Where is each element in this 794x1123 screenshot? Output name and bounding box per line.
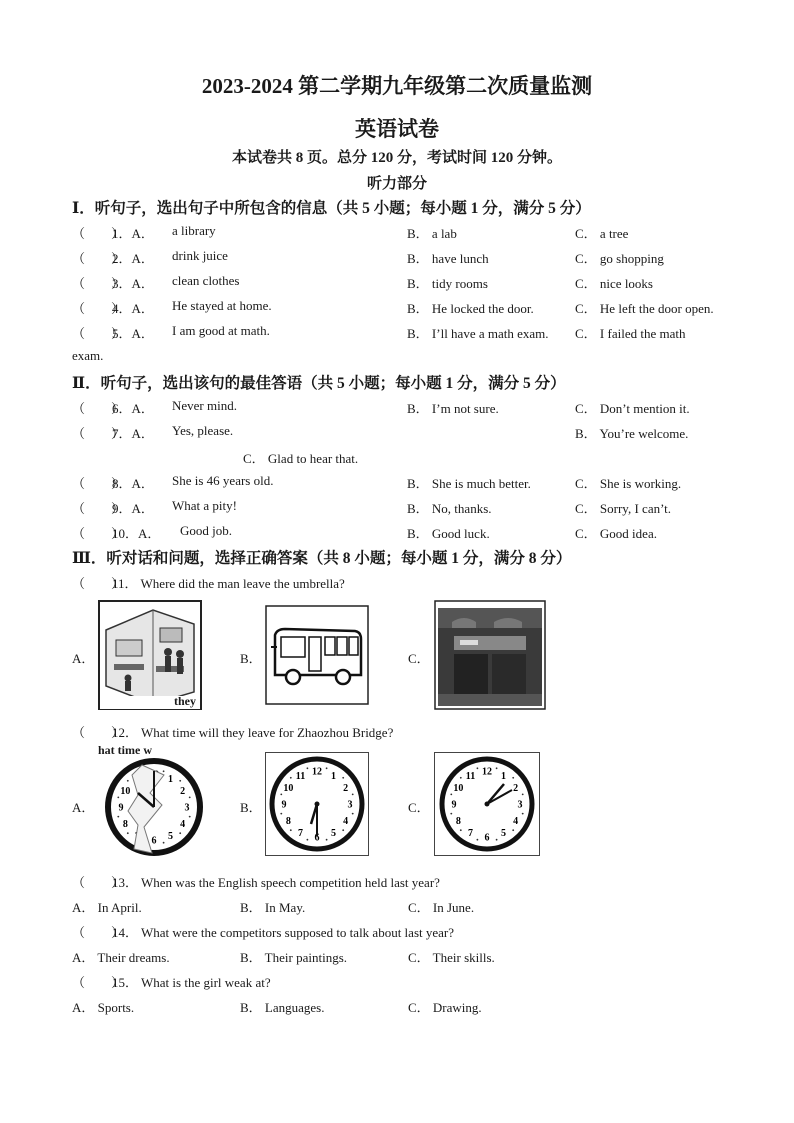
question-number: 8．A． — [112, 476, 154, 491]
clock-numeral: 6 — [484, 832, 490, 844]
option-a[interactable]: A． Their dreams. — [72, 950, 170, 965]
clock-numeral: 4 — [180, 819, 186, 830]
picture-option-b-label: B． — [240, 800, 262, 815]
answer-blank[interactable]: （ ） — [72, 875, 125, 890]
scan-fragment-text: hat time w — [98, 743, 152, 757]
clock-tick — [342, 777, 344, 779]
clock-tick — [512, 829, 514, 831]
clock-numeral: 3 — [517, 799, 523, 811]
answer-blank[interactable]: （ ） — [72, 476, 125, 491]
clock-numeral: 4 — [513, 816, 519, 827]
question-row — [0, 972, 794, 992]
clock-numeral: 8 — [285, 816, 291, 827]
picture-option-a-label: A． — [72, 800, 95, 815]
question-row — [0, 922, 794, 942]
clock-tick — [326, 767, 328, 769]
option-b: B． Good luck. — [407, 526, 490, 541]
exam-title: 2023-2024 第二学期九年级第二次质量监测 — [201, 74, 593, 98]
clock-numeral: 11 — [295, 770, 306, 782]
clock-numeral: 5 — [331, 828, 336, 840]
option-b: B． She is much better. — [407, 476, 531, 491]
clock-numeral: 1 — [331, 770, 336, 782]
clock-numeral: 8 — [455, 816, 461, 827]
clock-numeral: 6 — [151, 835, 157, 847]
clock-tick — [477, 839, 479, 841]
question-row — [0, 872, 794, 892]
answer-blank[interactable]: （ ） — [72, 576, 125, 591]
clock-tick — [163, 842, 165, 844]
question-text: 11． Where did the man leave the umbrella? — [112, 576, 345, 591]
clock-tick — [352, 794, 354, 796]
option-c: C． He left the door open. — [575, 301, 714, 316]
option-b: B． I’m not sure. — [407, 401, 499, 416]
clock-numeral: 5 — [168, 831, 173, 843]
option-c: C． Good idea. — [575, 526, 657, 541]
clock-numeral: 2 — [180, 786, 186, 797]
clock-numeral: 1 — [168, 773, 173, 785]
clock-numeral: 8 — [122, 819, 128, 830]
clock-numeral: 11 — [465, 770, 476, 782]
clock-tick — [117, 797, 119, 799]
answer-blank[interactable]: （ ） — [72, 426, 125, 441]
office-room-picture[interactable] — [98, 600, 202, 710]
clock-tick — [307, 839, 309, 841]
question-row — [0, 523, 794, 543]
picture-option-c-label: C． — [408, 651, 430, 666]
clock-numeral: 2 — [513, 783, 519, 794]
option-c: C． a tree — [575, 226, 629, 241]
clock-tick — [127, 832, 129, 834]
clock-tick — [280, 813, 282, 815]
question-number: 10．A． — [112, 526, 161, 541]
clock-numeral: 3 — [347, 799, 353, 811]
clock-tick — [460, 829, 462, 831]
option-a: Yes, please. — [172, 423, 234, 438]
option-row — [0, 997, 794, 1017]
question-number: 5．A． — [112, 326, 154, 341]
option-a[interactable]: A． Sports. — [72, 1000, 135, 1015]
option-a: Good job. — [180, 523, 232, 538]
clock-numeral: 3 — [184, 802, 190, 814]
clock-tick — [496, 767, 498, 769]
answer-blank[interactable]: （ ） — [72, 526, 125, 541]
option-b[interactable]: B． Their paintings. — [240, 950, 348, 965]
answer-blank[interactable]: （ ） — [72, 301, 125, 316]
clock-a-picture[interactable] — [98, 745, 206, 863]
option-a: clean clothes — [172, 273, 240, 288]
option-b: B． tidy rooms — [407, 276, 488, 291]
clock-c-picture[interactable] — [434, 752, 540, 856]
clock-tick — [179, 780, 181, 782]
picture-option-b-label: B． — [240, 651, 262, 666]
clock-numeral: 1 — [501, 770, 506, 782]
wrapped-text: exam. — [72, 348, 104, 363]
option-b[interactable]: B． In May. — [240, 900, 306, 915]
question-row — [0, 273, 794, 293]
clock-tick — [450, 794, 452, 796]
question-number: 6．A． — [112, 401, 154, 416]
option-b: B． I’ll have a math exam. — [407, 326, 549, 341]
clock-tick — [326, 839, 328, 841]
clock-numeral: 2 — [343, 783, 349, 794]
question-row — [0, 223, 794, 243]
clock-numeral: 9 — [281, 799, 287, 811]
option-c: C． Don’t mention it. — [575, 401, 690, 416]
question-text: 12． What time will they leave for Zhaozhou Bridge? — [112, 725, 394, 740]
answer-blank[interactable]: （ ） — [72, 401, 125, 416]
answer-blank[interactable]: （ ） — [72, 326, 125, 341]
option-c: C． Glad to hear that. — [243, 451, 359, 466]
option-c[interactable]: C． Drawing. — [408, 1000, 482, 1015]
clock-tick — [342, 829, 344, 831]
clock-numeral: 7 — [298, 828, 303, 840]
option-a: He stayed at home. — [172, 298, 272, 313]
option-c: C． Sorry, I can’t. — [575, 501, 672, 516]
clock-tick — [307, 767, 309, 769]
question-number: 3．A． — [112, 276, 154, 291]
question-row — [0, 722, 794, 742]
option-a: a library — [172, 223, 216, 238]
option-b: B． No, thanks. — [407, 501, 492, 516]
option-b: B． He locked the door. — [407, 301, 534, 316]
clock-tick — [496, 839, 498, 841]
option-c: C． go shopping — [575, 251, 664, 266]
answer-blank[interactable]: （ ） — [72, 501, 125, 516]
option-a: Never mind. — [172, 398, 237, 413]
clock-tick — [290, 777, 292, 779]
clock-tick — [512, 777, 514, 779]
clock-tick — [117, 816, 119, 818]
clock-b-picture[interactable] — [265, 752, 369, 856]
clock-tick — [352, 813, 354, 815]
clock-tick — [179, 832, 181, 834]
answer-blank[interactable]: （ ） — [72, 226, 125, 241]
question-row — [0, 298, 794, 318]
answer-blank[interactable]: （ ） — [72, 725, 125, 740]
clock-tick — [127, 780, 129, 782]
section-2-heading: Ⅱ．听句子，选出该句的最佳答语（共 5 小题；每小题 1 分，满分 5 分） — [72, 375, 566, 392]
clock-tick — [450, 813, 452, 815]
picture-option-c-label: C． — [408, 800, 430, 815]
question-row — [0, 323, 794, 343]
clock-numeral: 10 — [453, 783, 464, 794]
answer-blank[interactable]: （ ） — [72, 975, 125, 990]
option-c: C． nice looks — [575, 276, 653, 291]
answer-blank[interactable]: （ ） — [72, 925, 125, 940]
clock-tick — [460, 777, 462, 779]
clock-numeral: 10 — [120, 786, 131, 797]
exam-subtitle: 英语试卷 — [355, 117, 439, 141]
clock-tick — [189, 797, 191, 799]
option-c: C． I failed the math — [575, 326, 686, 341]
option-a: She is 46 years old. — [172, 473, 274, 488]
question-row — [0, 573, 794, 593]
answer-blank[interactable]: （ ） — [72, 251, 125, 266]
restaurant-photo[interactable] — [434, 600, 546, 710]
question-row — [0, 498, 794, 518]
question-row — [0, 248, 794, 268]
option-a: drink juice — [172, 248, 228, 263]
option-c: C． She is working. — [575, 476, 682, 491]
question-row — [0, 398, 794, 418]
section-3-heading: Ⅲ．听对话和问题，选择正确答案（共 8 小题；每小题 1 分，满分 8 分） — [72, 550, 572, 567]
option-a[interactable]: A． In April. — [72, 900, 142, 915]
question-number: 7．A． — [112, 426, 154, 441]
clock-numeral: 12 — [482, 766, 492, 778]
bus-picture[interactable] — [265, 605, 369, 705]
section-1-heading: Ⅰ．听句子，选出句子中所包含的信息（共 5 小题；每小题 1 分，满分 5 分） — [72, 200, 591, 217]
option-c[interactable]: C． In June. — [408, 900, 475, 915]
question-number: 4．A． — [112, 301, 154, 316]
clock-tick — [163, 770, 165, 772]
clock-tick — [522, 813, 524, 815]
option-row — [0, 897, 794, 917]
clock-tick — [290, 829, 292, 831]
clock-numeral: 9 — [451, 799, 457, 811]
clock-tick — [522, 794, 524, 796]
option-row — [0, 947, 794, 967]
option-a: What a pity! — [172, 498, 237, 513]
clock-numeral: 12 — [312, 766, 322, 778]
option-c[interactable]: C． Their skills. — [408, 950, 495, 965]
clock-tick — [189, 816, 191, 818]
question-number: 2．A． — [112, 251, 154, 266]
scan-fragment-text: they — [174, 694, 196, 708]
option-b[interactable]: B． Languages. — [240, 1000, 325, 1015]
clock-numeral: 10 — [283, 783, 294, 794]
question-row — [0, 423, 794, 443]
question-text: 14． What were the competitors supposed to talk about last year? — [112, 925, 454, 940]
clock-tick — [280, 794, 282, 796]
clock-numeral: 9 — [118, 802, 124, 814]
question-text: 15． What is the girl weak at? — [112, 975, 271, 990]
clock-numeral: 6 — [314, 832, 320, 844]
question-row — [0, 473, 794, 493]
clock-numeral: 5 — [501, 828, 506, 840]
option-a: I am good at math. — [172, 323, 270, 338]
exam-info: 本试卷共 8 页。总分 120 分，考试时间 120 分钟。 — [231, 150, 562, 166]
question-number: 9．A． — [112, 501, 154, 516]
picture-option-a-label: A． — [72, 651, 95, 666]
clock-numeral: 4 — [343, 816, 349, 827]
clock-numeral: 7 — [468, 828, 473, 840]
option-b: B． have lunch — [407, 251, 489, 266]
listening-part-label: 听力部分 — [366, 176, 427, 192]
question-number: 1．A． — [112, 226, 154, 241]
clock-tick — [477, 767, 479, 769]
option-b: B． You’re welcome. — [575, 426, 689, 441]
option-b: B． a lab — [407, 226, 457, 241]
question-text: 13． When was the English speech competition held last year? — [112, 875, 440, 890]
answer-blank[interactable]: （ ） — [72, 276, 125, 291]
